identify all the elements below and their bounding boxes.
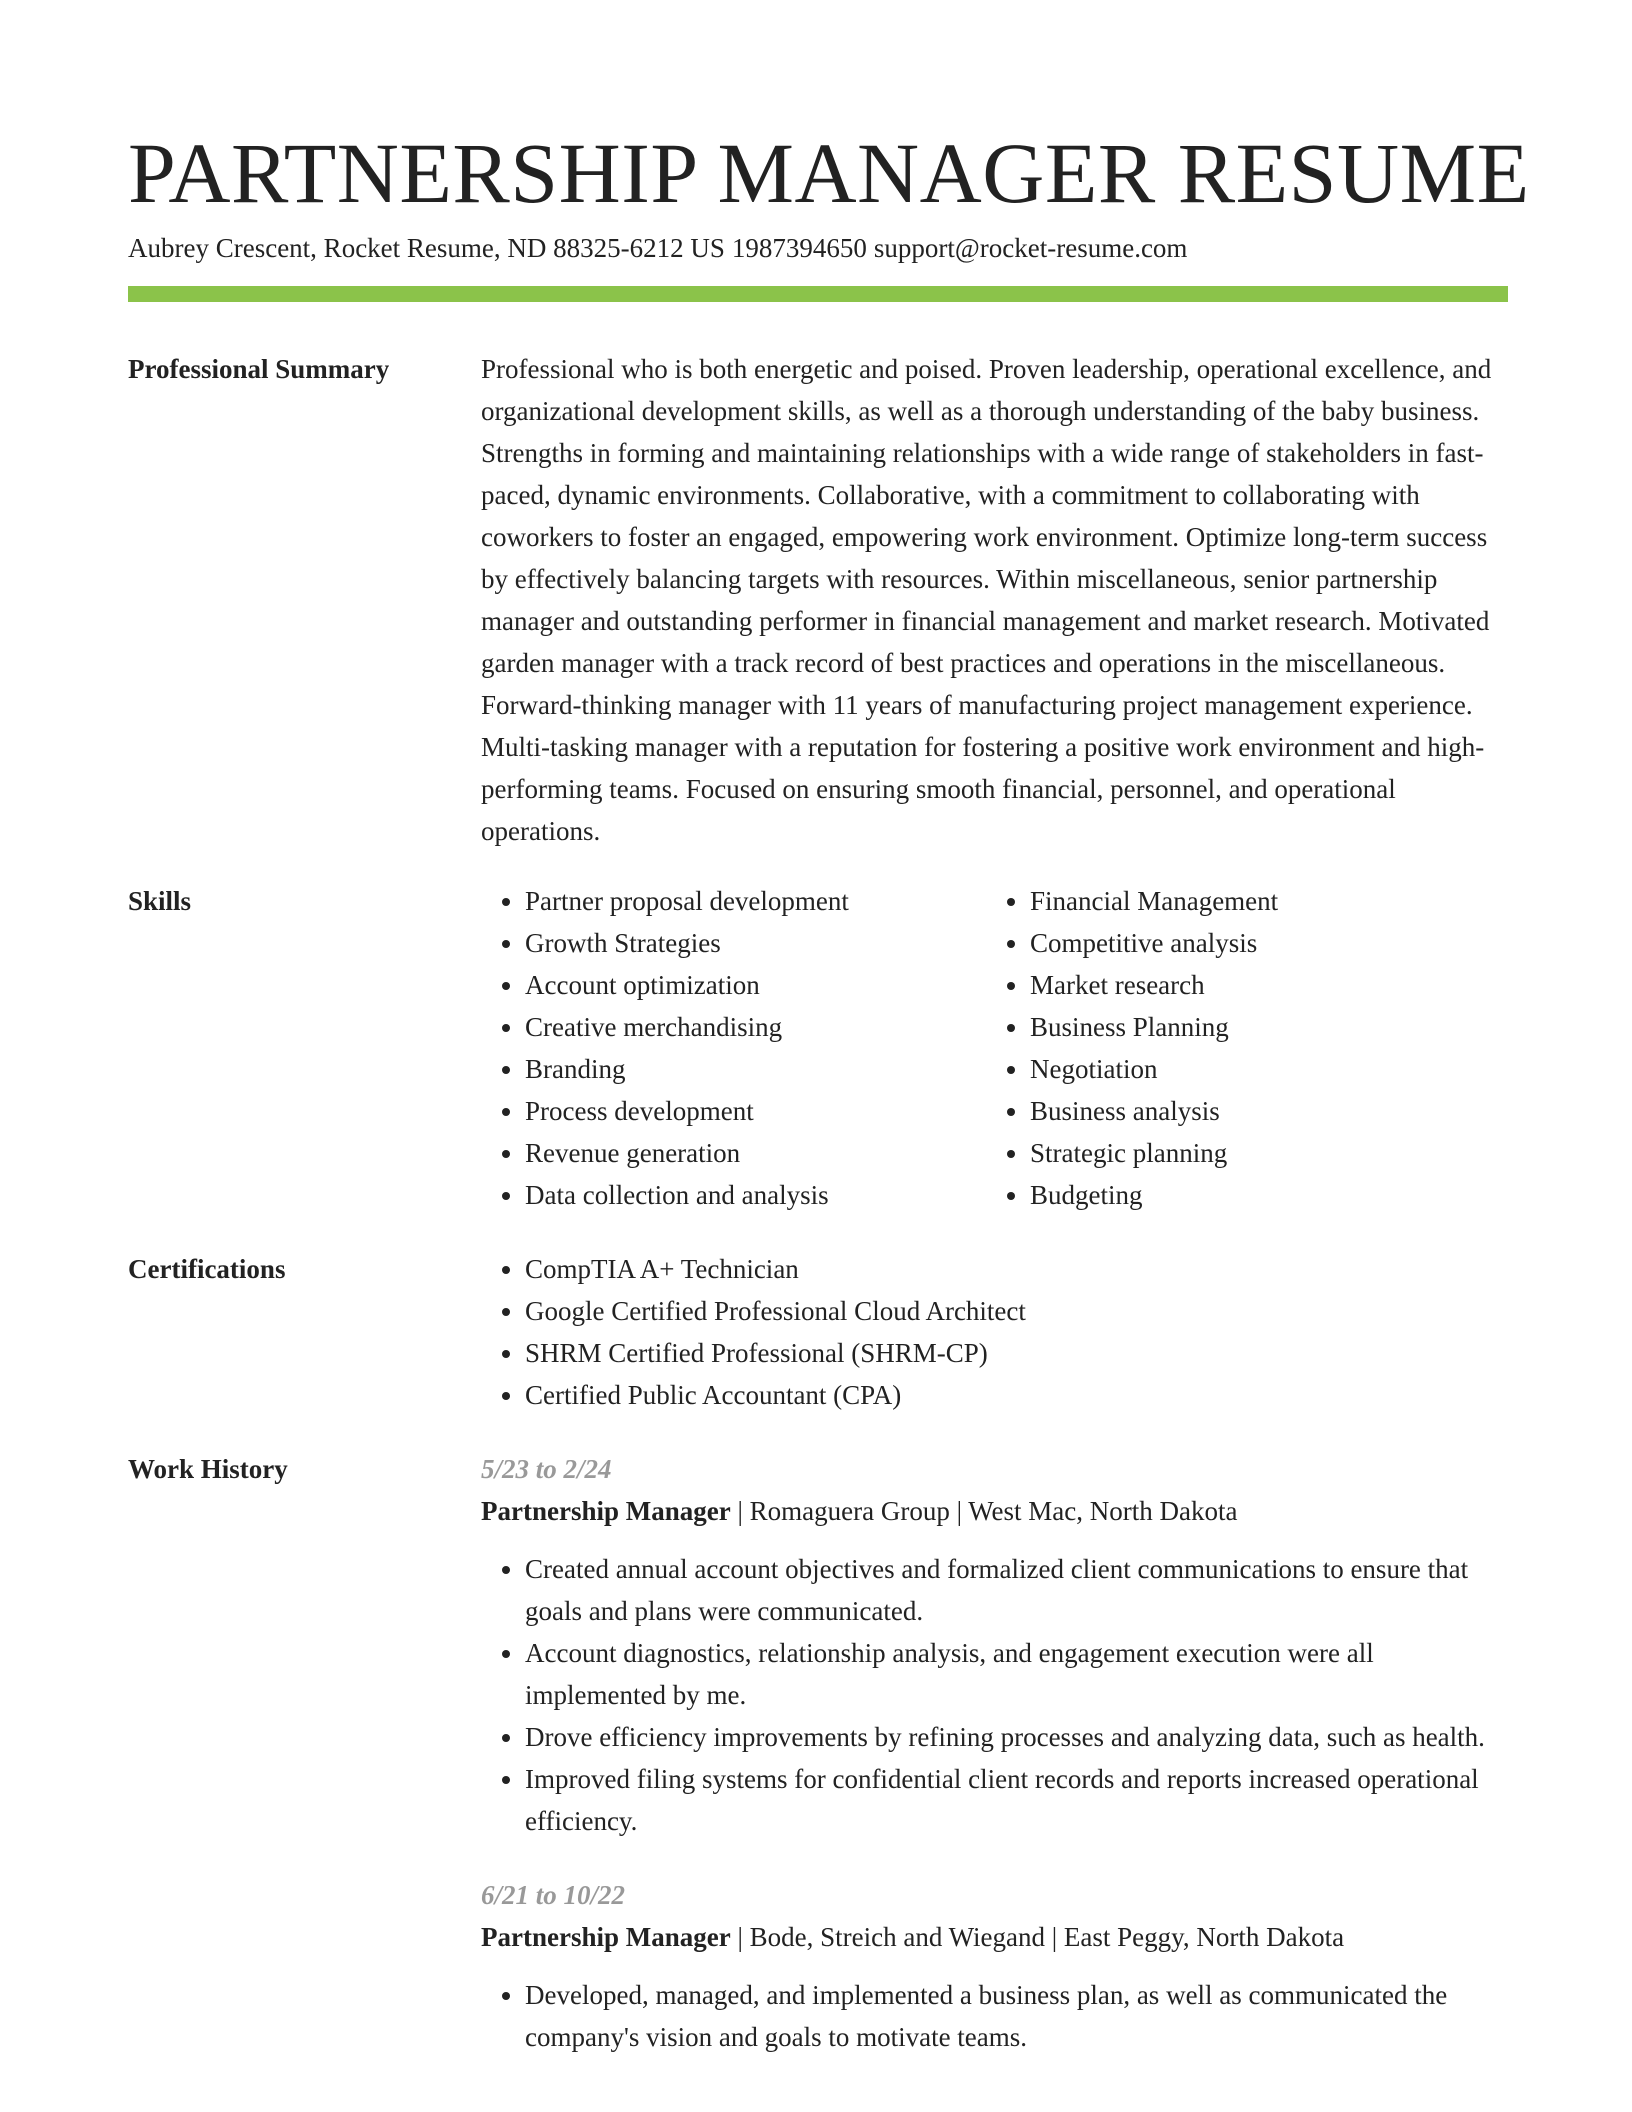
skill-item: • Branding	[525, 1048, 985, 1090]
summary-heading: Professional Summary	[128, 354, 390, 384]
job-bullet: • Drove efficiency improvements by refining processes and analyzing data, such as health.	[525, 1716, 1508, 1758]
skills-body	[481, 880, 1508, 1216]
skill-item: • Growth Strategies	[525, 922, 985, 964]
certifications-heading: Certifications	[128, 1254, 286, 1284]
skill-item: • Business analysis	[1030, 1090, 1490, 1132]
job-entry	[481, 1448, 1508, 1842]
job-bullet: • Created annual account objectives and formalized client communications to ensure that goals and plans were communicated.	[525, 1548, 1508, 1632]
skill-item: • Market research	[1030, 964, 1490, 1006]
skill-item: • Account optimization	[525, 964, 985, 1006]
skill-item: • Revenue generation	[525, 1132, 985, 1174]
skill-item: • Creative merchandising	[525, 1006, 985, 1048]
job-role: Partnership Manager	[481, 1496, 731, 1526]
certifications-list	[481, 1248, 1508, 1416]
certifications-body	[481, 1248, 1508, 1416]
job-role: Partnership Manager	[481, 1922, 731, 1952]
job-dates: 5/23 to 2/24	[481, 1454, 612, 1484]
certification-item: • CompTIA A+ Technician	[525, 1248, 1508, 1290]
summary-text: Professional who is both energetic and poised. Proven leadership, operational excellence, and organizational development skills, as well as a thorough understanding of the baby business. Strengths in forming and maintaining relationships with a wide range of stakeholders in fast-paced, dynamic environments. Collaborative, with a commitment to collaborating with coworkers to foster an engaged, empowering work environment. Optimize long-term success by effectively balancing targets with resources. Within miscellaneous, senior partnership manager and outstanding performer in financial management and market research. Motivated garden manager with a track record of best practices and operations in the miscellaneous. Forward-thinking manager with 11 years of manufacturing project management experience. Multi-tasking manager with a reputation for fostering a positive work environment and high-performing teams. Focused on ensuring smooth financial, personnel, and operational operations.	[481, 354, 1492, 846]
contact-phone: 1987394650	[731, 233, 867, 263]
contact-email: support@rocket-resume.com	[873, 233, 1188, 263]
job-dates: 6/21 to 10/22	[481, 1880, 626, 1910]
skill-item: • Budgeting	[1030, 1174, 1490, 1216]
job-bullet: • Improved filing systems for confidential client records and reports increased operational efficiency.	[525, 1758, 1508, 1842]
skill-item: • Financial Management	[1030, 880, 1490, 922]
job-title-line	[481, 1916, 1508, 1958]
page-title: PARTNERSHIP MANAGER RESUME	[128, 125, 1530, 221]
skill-item: • Competitive analysis	[1030, 922, 1490, 964]
contact-line	[128, 230, 1187, 266]
job-entry	[481, 1874, 1508, 2058]
job-bullet: • Developed, managed, and implemented a business plan, as well as communicated the company's vision and goals to motivate teams.	[525, 1974, 1508, 2058]
header-divider	[128, 286, 1508, 302]
job-details: | Romaguera Group | West Mac, North Dakota	[730, 1496, 1238, 1526]
job-bullets	[481, 1548, 1508, 1842]
certification-item: • SHRM Certified Professional (SHRM-CP)	[525, 1332, 1508, 1374]
skill-item: • Strategic planning	[1030, 1132, 1490, 1174]
certification-item: • Certified Public Accountant (CPA)	[525, 1374, 1508, 1416]
summary-body	[481, 348, 1508, 852]
work-history-body	[481, 1448, 1508, 2058]
job-details: | Bode, Streich and Wiegand | East Peggy, North Dakota	[730, 1922, 1345, 1952]
skills-list-left	[481, 880, 985, 1216]
skill-item: • Partner proposal development	[525, 880, 985, 922]
skill-item: • Data collection and analysis	[525, 1174, 985, 1216]
skills-list-right	[985, 880, 1490, 1216]
job-bullets	[481, 1974, 1508, 2058]
contact-address: Aubrey Crescent, Rocket Resume, ND 88325-6212 US	[128, 233, 725, 263]
work-history-heading: Work History	[128, 1454, 288, 1484]
skill-item: • Business Planning	[1030, 1006, 1490, 1048]
job-bullet: • Account diagnostics, relationship analysis, and engagement execution were all implemented by me.	[525, 1632, 1508, 1716]
skill-item: • Process development	[525, 1090, 985, 1132]
skills-heading: Skills	[128, 886, 192, 916]
job-title-line	[481, 1490, 1508, 1532]
skill-item: • Negotiation	[1030, 1048, 1490, 1090]
certification-item: • Google Certified Professional Cloud Architect	[525, 1290, 1508, 1332]
